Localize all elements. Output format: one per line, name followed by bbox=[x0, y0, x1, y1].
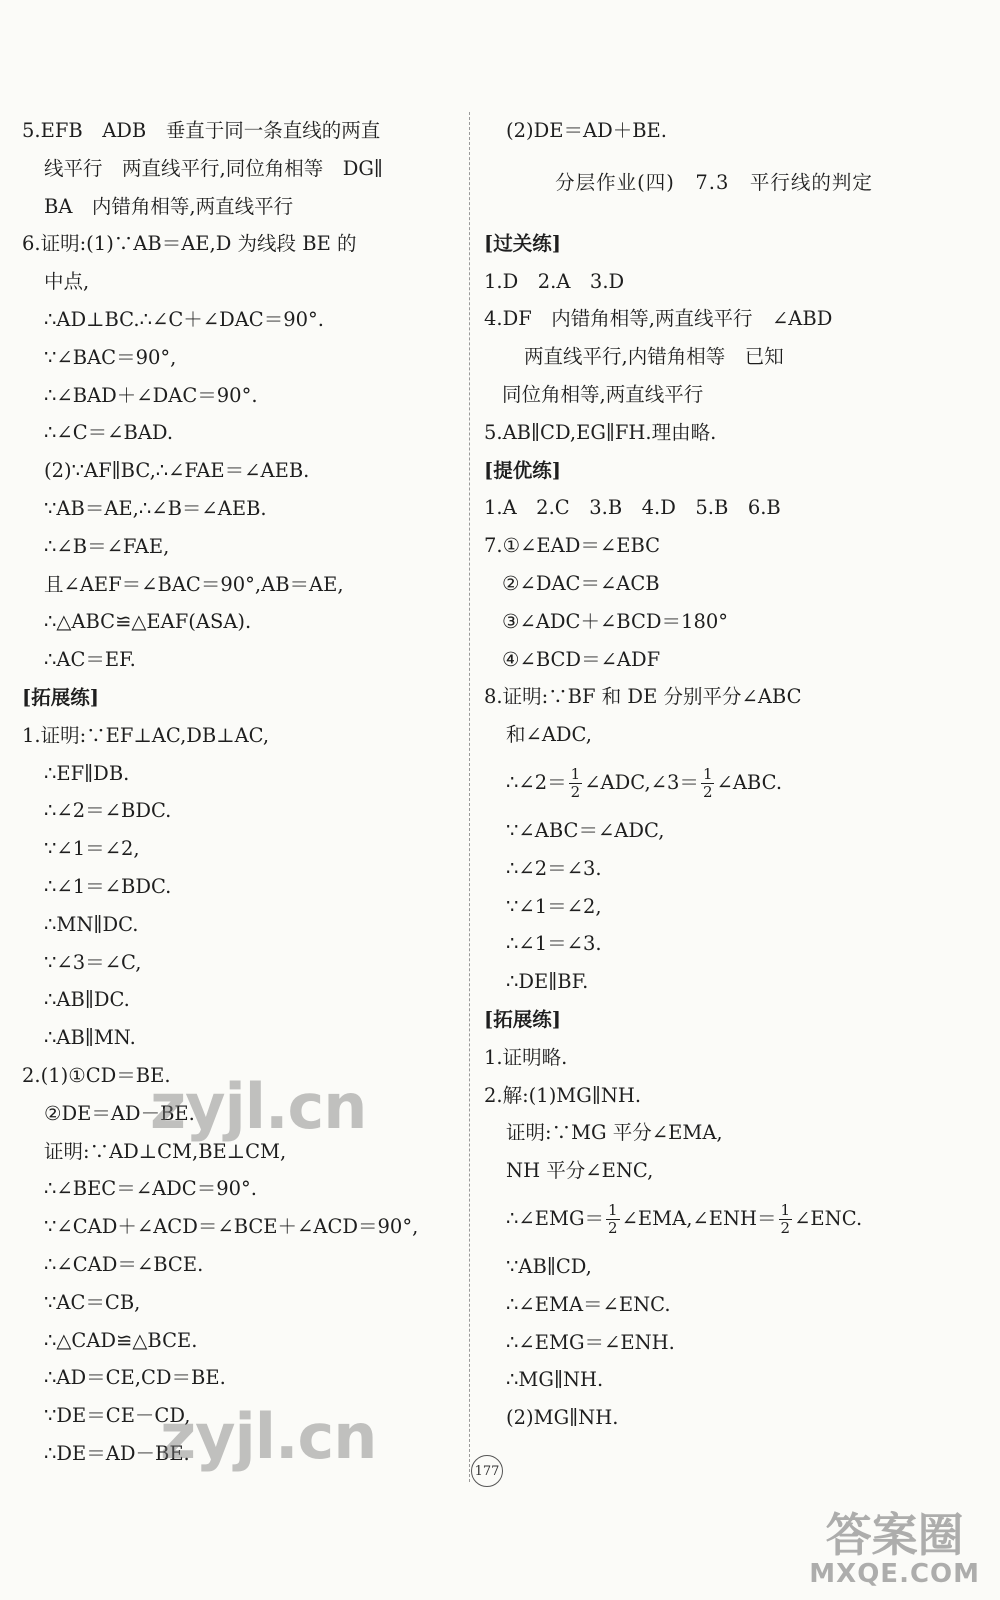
fraction bbox=[569, 766, 583, 801]
corner-logo bbox=[809, 1510, 980, 1588]
section-header: [提优练] bbox=[484, 458, 561, 482]
text-segment: ∠EMA,∠ENH＝ bbox=[621, 1206, 777, 1230]
answer-line: 8.证明:∵BF 和 DE 分别平分∠ABC bbox=[484, 685, 802, 709]
answer-line: ∴∠CAD＝∠BCE. bbox=[44, 1252, 204, 1276]
answer-line: ∴AD＝CE,CD＝BE. bbox=[44, 1366, 226, 1390]
answer-line: 两直线平行,内错角相等 已知 bbox=[524, 345, 784, 369]
fraction bbox=[701, 766, 715, 801]
page-number: 177 bbox=[471, 1455, 503, 1487]
fraction-denominator: 2 bbox=[608, 1218, 618, 1237]
answer-line: ∵∠1＝∠2, bbox=[506, 894, 602, 918]
answer-line: 1.D 2.A 3.D bbox=[484, 269, 625, 293]
answer-line: ∴∠C＝∠BAD. bbox=[44, 421, 174, 445]
answer-line: ∴EF∥DB. bbox=[44, 761, 130, 785]
answer-line: ∴△CAD≌△BCE. bbox=[44, 1328, 198, 1352]
answer-line: ∴△ABC≌△EAF(ASA). bbox=[44, 610, 252, 634]
answer-line: 中点, bbox=[44, 270, 90, 294]
column-divider bbox=[469, 112, 470, 1482]
text-segment: ∴∠2＝ bbox=[506, 770, 567, 794]
answer-line: 证明:∵MG 平分∠EMA, bbox=[506, 1121, 723, 1145]
text-segment: ∴∠EMG＝ bbox=[506, 1206, 605, 1230]
answer-line: ∴AC＝EF. bbox=[44, 648, 136, 672]
answer-line: BA 内错角相等,两直线平行 bbox=[44, 194, 294, 218]
answer-line: ∴∠BAD＋∠DAC＝90°. bbox=[44, 383, 258, 407]
answer-line: ∵∠CAD＋∠ACD＝∠BCE＋∠ACD＝90°, bbox=[44, 1215, 419, 1239]
fraction bbox=[779, 1202, 793, 1237]
text-segment: ∠ABC. bbox=[716, 770, 783, 794]
right-column bbox=[484, 112, 944, 1437]
answer-line: 2.(1)①CD＝BE. bbox=[22, 1063, 171, 1087]
fraction-numerator: 1 bbox=[608, 1200, 618, 1219]
answer-line: ∵DE＝CE－CD, bbox=[44, 1404, 191, 1428]
answer-line: ∴MG∥NH. bbox=[506, 1368, 604, 1392]
answer-line: ∴MN∥DC. bbox=[44, 912, 139, 936]
answer-line: 证明:∵AD⊥CM,BE⊥CM, bbox=[44, 1139, 287, 1163]
answer-line: 线平行 两直线平行,同位角相等 DG∥ bbox=[44, 156, 383, 180]
left-column bbox=[22, 112, 462, 1473]
answer-line: (2)∵AF∥BC,∴∠FAE＝∠AEB. bbox=[44, 459, 310, 483]
fraction-numerator: 1 bbox=[780, 1200, 791, 1219]
answer-line: NH 平分∠ENC, bbox=[506, 1159, 654, 1183]
answer-line: ∴AB∥DC. bbox=[44, 988, 130, 1012]
answer-line: ∴∠B＝∠FAE, bbox=[44, 534, 170, 558]
answer-line: 同位角相等,两直线平行 bbox=[502, 382, 704, 406]
answer-line: 1.证明略. bbox=[484, 1045, 568, 1069]
answer-line: ∵∠ABC＝∠ADC, bbox=[506, 818, 665, 842]
answer-line: ∴DE＝AD－BE. bbox=[44, 1441, 190, 1465]
answer-line: ②DE＝AD－BE. bbox=[44, 1101, 195, 1125]
answer-line: ∴∠2＝∠BDC. bbox=[44, 799, 172, 823]
fraction-answer-line bbox=[484, 1190, 944, 1248]
answer-line: 7.①∠EAD＝∠EBC bbox=[484, 534, 661, 558]
answer-line: ∴AB∥MN. bbox=[44, 1026, 136, 1050]
answer-line: 1.证明:∵EF⊥AC,DB⊥AC, bbox=[22, 723, 270, 747]
answer-line: ③∠ADC＋∠BCD＝180° bbox=[502, 609, 729, 633]
answer-line: 5.EFB ADB 垂直于同一条直线的两直 bbox=[22, 119, 381, 142]
answer-line: ∴∠1＝∠3. bbox=[506, 932, 602, 956]
answer-line: ∵∠BAC＝90°, bbox=[44, 345, 177, 369]
answer-line: ④∠BCD＝∠ADF bbox=[502, 647, 661, 671]
watermark: zyjl.cn bbox=[160, 1400, 377, 1473]
answer-line: ∵∠1＝∠2, bbox=[44, 837, 140, 861]
answer-line: 且∠AEF＝∠BAC＝90°,AB＝AE, bbox=[44, 572, 344, 596]
right-top-line: (2)DE＝AD＋BE. bbox=[506, 119, 667, 142]
answer-line: ∵AC＝CB, bbox=[44, 1290, 141, 1314]
section-header: [拓展练] bbox=[22, 685, 99, 709]
answer-line: ∵∠3＝∠C, bbox=[44, 950, 142, 974]
answer-line: ∴∠EMA＝∠ENC. bbox=[506, 1292, 671, 1316]
fraction-denominator: 2 bbox=[570, 782, 581, 801]
fraction-numerator: 1 bbox=[570, 764, 581, 783]
answer-line: 2.解:(1)MG∥NH. bbox=[484, 1083, 642, 1107]
section-title: 分层作业(四) 7.3 平行线的判定 bbox=[555, 170, 873, 194]
text-segment: ∠ADC,∠3＝ bbox=[584, 770, 699, 794]
answer-line: ∴∠1＝∠BDC. bbox=[44, 874, 172, 898]
corner-logo-top: 答案圈 bbox=[825, 1508, 964, 1562]
corner-logo-bottom: MXQE.COM bbox=[809, 1559, 980, 1589]
answer-line: 5.AB∥CD,EG∥FH.理由略. bbox=[484, 420, 717, 444]
answer-line: ∴DE∥BF. bbox=[506, 970, 589, 994]
answer-line: ∵AB＝AE,∴∠B＝∠AEB. bbox=[44, 496, 267, 520]
fraction-denominator: 2 bbox=[780, 1218, 791, 1237]
answer-line: ∵AB∥CD, bbox=[506, 1254, 592, 1278]
answer-line: ②∠DAC＝∠ACB bbox=[502, 571, 660, 595]
answer-line: ∴∠2＝∠3. bbox=[506, 856, 602, 880]
answer-line: 4.DF 内错角相等,两直线平行 ∠ABD bbox=[484, 307, 833, 331]
answer-line: (2)MG∥NH. bbox=[506, 1406, 619, 1430]
text-segment: ∠ENC. bbox=[794, 1206, 863, 1230]
answer-line: 1.A 2.C 3.B 4.D 5.B 6.B bbox=[484, 496, 781, 520]
fraction-answer-line bbox=[484, 754, 944, 812]
fraction-numerator: 1 bbox=[702, 764, 713, 783]
section-header: [过关练] bbox=[484, 231, 561, 255]
answer-line: ∴∠EMG＝∠ENH. bbox=[506, 1330, 675, 1354]
fraction bbox=[606, 1202, 620, 1237]
answer-line: 和∠ADC, bbox=[506, 723, 592, 747]
answer-line: ∴∠BEC＝∠ADC＝90°. bbox=[44, 1177, 257, 1201]
answer-line: 6.证明:(1)∵AB＝AE,D 为线段 BE 的 bbox=[22, 232, 357, 256]
watermark: zyjl.cn bbox=[150, 1070, 367, 1143]
answer-line: ∴AD⊥BC.∴∠C＋∠DAC＝90°. bbox=[44, 307, 324, 331]
section-header: [拓展练] bbox=[484, 1007, 561, 1031]
fraction-denominator: 2 bbox=[702, 782, 713, 801]
